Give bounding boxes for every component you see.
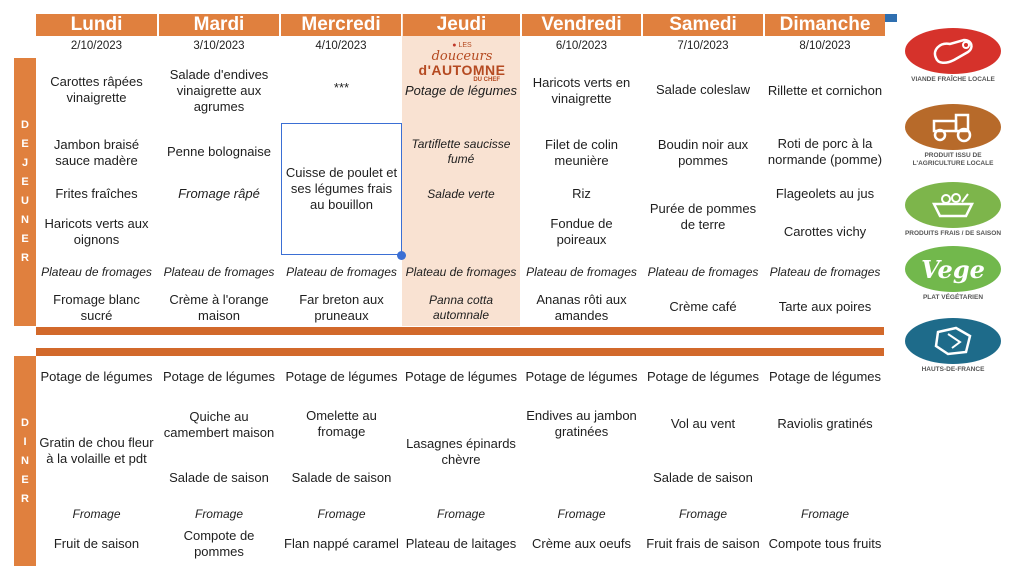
legend-label: HAUTS-DE-FRANCE xyxy=(921,366,985,373)
header-accent xyxy=(885,14,897,22)
logo-main-text: d'AUTOMNE xyxy=(418,62,506,78)
menu-item[interactable]: Plateau de fromages xyxy=(41,264,152,279)
menu-item[interactable]: Gratin de chou fleur à la volaille et pdt xyxy=(39,435,154,466)
menu-item[interactable]: Frites fraîches xyxy=(55,186,138,201)
menu-item[interactable]: Salade de saison xyxy=(653,470,753,485)
menu-item[interactable]: Fromage blanc sucré xyxy=(53,292,140,323)
menu-item[interactable]: Purée de pommes de terre xyxy=(649,201,757,232)
menu-item[interactable]: Panna cotta automnale xyxy=(428,293,494,322)
menu-item[interactable]: Compote de pommes xyxy=(183,528,255,559)
menu-item[interactable]: Salade de saison xyxy=(291,470,392,485)
day-header-mercredi: Mercredi xyxy=(281,14,401,36)
menu-item[interactable]: Far breton aux pruneaux xyxy=(299,292,384,323)
menu-item[interactable]: Rillette et cornichon xyxy=(767,83,883,98)
day-header-dimanche: Dimanche xyxy=(765,14,885,36)
menu-item[interactable]: Roti de porc à la normande (pomme) xyxy=(767,136,883,167)
menu-item[interactable]: Fromage xyxy=(317,506,366,521)
menu-item[interactable]: Fruit de saison xyxy=(53,536,140,551)
date-samedi: 7/10/2023 xyxy=(677,40,729,52)
menu-item[interactable]: Tartiflette saucisse fumé xyxy=(411,137,511,166)
menu-item[interactable]: Potage de légumes xyxy=(525,369,638,384)
menu-item[interactable]: Omelette au fromage xyxy=(306,408,377,439)
menu-item[interactable]: Boudin noir aux pommes xyxy=(657,137,749,168)
douceurs-automne-logo: ● LES douceurs d'AUTOMNE DU CHEF xyxy=(410,42,514,82)
legend-label: PRODUITS FRAIS / DE SAISON xyxy=(904,230,1002,237)
menu-item[interactable]: Plateau de fromages xyxy=(526,264,637,279)
menu-item[interactable]: Fromage xyxy=(194,506,244,521)
menu-item[interactable]: Salade de saison xyxy=(169,470,269,485)
date-vendredi: 6/10/2023 xyxy=(555,40,608,52)
tractor-icon xyxy=(905,104,1001,150)
menu-item[interactable]: Flageolets au jus xyxy=(775,186,875,201)
menu-item[interactable]: Crème aux oeufs xyxy=(532,536,631,551)
menu-item[interactable]: Potage de légumes xyxy=(40,369,153,384)
legend-local-agriculture xyxy=(903,104,1003,168)
menu-item[interactable]: Quiche au camembert maison xyxy=(163,409,275,440)
separator-band-bottom xyxy=(36,348,884,356)
menu-item[interactable]: Fondue de poireaux xyxy=(550,216,613,247)
meat-icon xyxy=(905,28,1001,74)
logo-script-text: douceurs xyxy=(431,49,493,64)
date-mercredi: 4/10/2023 xyxy=(315,40,367,52)
legend-hauts-de-france xyxy=(903,318,1003,374)
menu-item[interactable]: Carottes vichy xyxy=(783,224,867,239)
separator-band-top xyxy=(36,327,884,335)
menu-item[interactable]: Jambon braisé sauce madère xyxy=(53,137,140,168)
menu-item[interactable]: Potage de légumes xyxy=(404,369,518,384)
menu-item[interactable]: Penne bolognaise xyxy=(166,144,272,159)
menu-item[interactable]: Plateau de fromages xyxy=(286,264,397,279)
menu-item[interactable]: Potage de légumes xyxy=(768,369,882,384)
menu-item[interactable]: Potage de légumes xyxy=(162,369,276,384)
menu-item[interactable]: Crème café xyxy=(669,299,737,314)
menu-item[interactable]: Plateau de fromages xyxy=(405,264,517,279)
menu-item[interactable]: Tarte aux poires xyxy=(778,299,872,314)
selection-resize-handle[interactable] xyxy=(397,251,406,260)
legend-local-meat xyxy=(903,28,1003,84)
section-label-diner: D I N E R xyxy=(14,356,36,566)
legend-fresh-products xyxy=(903,182,1003,238)
menu-item[interactable]: Flan nappé caramel xyxy=(284,536,399,551)
menu-item[interactable]: Fromage xyxy=(72,506,121,521)
menu-item[interactable]: Ananas rôti aux amandes xyxy=(536,292,627,323)
menu-item[interactable]: Salade verte xyxy=(427,186,495,201)
menu-item[interactable]: Plateau de laitages xyxy=(405,536,517,551)
menu-item[interactable]: Plateau de fromages xyxy=(647,264,759,279)
menu-item[interactable]: Fromage râpé xyxy=(178,186,260,201)
menu-item[interactable]: Potage de légumes xyxy=(285,369,398,384)
day-header-jeudi: Jeudi xyxy=(403,14,520,36)
menu-item[interactable]: Compote tous fruits xyxy=(768,536,882,551)
menu-item[interactable]: *** xyxy=(333,80,350,95)
menu-item[interactable]: Salade coleslaw xyxy=(656,82,750,97)
legend-label: PLAT VÉGÉTARIEN xyxy=(922,294,984,301)
menu-item[interactable]: Crème à l'orange maison xyxy=(169,292,269,323)
menu-item[interactable]: Filet de colin meunière xyxy=(545,137,618,168)
date-dimanche: 8/10/2023 xyxy=(799,40,851,52)
date-mardi: 3/10/2023 xyxy=(193,40,245,52)
day-header-mardi: Mardi xyxy=(159,14,279,36)
vege-badge-text: Vege xyxy=(921,254,985,284)
menu-item[interactable]: Plateau de fromages xyxy=(769,264,881,279)
logo-sub-text: DU CHEF xyxy=(473,77,500,83)
menu-item[interactable]: Plateau de fromages xyxy=(163,264,275,279)
menu-item[interactable]: Fruit frais de saison xyxy=(646,536,760,551)
basket-icon xyxy=(905,182,1001,228)
day-header-samedi: Samedi xyxy=(643,14,763,36)
date-lundi: 2/10/2023 xyxy=(70,40,123,52)
region-map-icon xyxy=(905,318,1001,364)
menu-item[interactable]: Raviolis gratinés xyxy=(777,416,873,431)
menu-item[interactable]: Lasagnes épinards chèvre xyxy=(406,436,516,467)
cell-selection-box[interactable] xyxy=(281,123,402,255)
menu-item[interactable]: Endives au jambon gratinées xyxy=(526,408,637,439)
menu-item[interactable]: Haricots verts en vinaigrette xyxy=(532,75,631,106)
legend-vegetarian xyxy=(903,246,1003,302)
menu-item[interactable]: Potage de légumes xyxy=(404,83,518,98)
menu-item[interactable]: Cuisse de poulet et ses légumes frais au bouillon xyxy=(285,165,398,212)
menu-item[interactable]: Potage de légumes xyxy=(646,369,760,384)
legend-label: PRODUIT ISSU DE L'AGRICULTURE LOCALE xyxy=(912,152,994,167)
menu-item[interactable]: Riz xyxy=(572,186,591,201)
menu-item[interactable]: Haricots verts aux oignons xyxy=(44,216,149,247)
menu-item[interactable]: Carottes râpées vinaigrette xyxy=(50,74,143,105)
menu-item[interactable]: Salade d'endives vinaigrette aux agrumes xyxy=(169,67,269,114)
menu-item[interactable]: Fromage xyxy=(557,506,606,521)
menu-item[interactable]: Vol au vent xyxy=(670,416,736,431)
menu-item[interactable]: Fromage xyxy=(678,506,728,521)
section-label-dejeuner: D E J E U N E R xyxy=(14,58,36,326)
menu-item[interactable]: Fromage xyxy=(800,506,850,521)
logo-small-text: LES xyxy=(458,42,472,49)
vege-icon xyxy=(905,246,1001,292)
legend-label: VIANDE FRAÎCHE LOCALE xyxy=(911,76,995,83)
day-header-vendredi: Vendredi xyxy=(522,14,641,36)
menu-item[interactable]: Fromage xyxy=(436,506,486,521)
day-header-lundi: Lundi xyxy=(36,14,157,36)
